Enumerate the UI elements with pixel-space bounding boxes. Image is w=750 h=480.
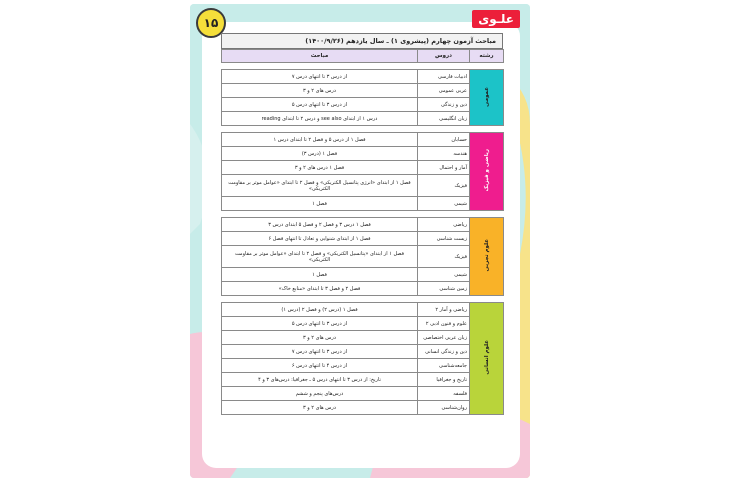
subject-cell: علوم و فنون ادبی ۲ [418, 317, 470, 331]
subject-cell: جامعه‌شناسی [418, 359, 470, 373]
group-spacer-row [222, 126, 504, 133]
subject-cell: ادبیات فارسی [418, 70, 470, 84]
header-subject: دروس [418, 50, 470, 63]
subject-cell: زمین شناسی [418, 282, 470, 296]
subject-cell: شیمی [418, 197, 470, 211]
subject-cell: حسابان [418, 133, 470, 147]
subject-cell: زیست شناسی [418, 232, 470, 246]
brand-logo: علـوی [472, 10, 520, 28]
subject-cell: دین و زندگی [418, 98, 470, 112]
subject-cell: زبان انگلیسی [418, 112, 470, 126]
subject-cell: دین و زندگی انسانی [418, 345, 470, 359]
topics-cell: فصل ۱ از ابتدای «پتانسیل الکتریکی» و فصل ۲ تا ابتدای «عوامل موثر بر مقاومت الکتریکی» [222, 246, 418, 268]
table-row [222, 303, 504, 317]
field-cell [470, 70, 504, 126]
table-row [222, 98, 504, 112]
topics-cell: از درس ۳ تا انتهای درس ۷ [222, 345, 418, 359]
table-row [222, 232, 504, 246]
topics-cell: فصل ۱ از ابتدای «انرژی پتانسیل الکتریکی» و فصل ۲ تا ابتدای «عوامل موثر بر مقاومت الکتریکی» [222, 175, 418, 197]
table-row [222, 246, 504, 268]
topics-cell: فصل ۱ از درس ۵ و فصل ۲ تا ابتدای درس ۱ [222, 133, 418, 147]
field-label: ریاضی و فیزیک [483, 149, 490, 192]
subject-cell: هندسه [418, 147, 470, 161]
table-row [222, 401, 504, 415]
subject-cell: شیمی [418, 268, 470, 282]
subject-cell: فلسفه [418, 387, 470, 401]
topics-cell: تاریخ: از درس ۳ تا انتهای درس ۵ ـ جغرافیا: درس‌های ۳ و ۴ [222, 373, 418, 387]
table-row [222, 268, 504, 282]
header-topics: مباحث [222, 50, 418, 63]
field-label: علوم انسانی [483, 340, 490, 375]
header-field: رشته [470, 50, 504, 63]
topics-cell: از درس ۳ تا انتهای درس ۵ [222, 98, 418, 112]
table-row [222, 84, 504, 98]
subject-cell: فیزیک [418, 175, 470, 197]
table-row [222, 161, 504, 175]
table-row [222, 345, 504, 359]
topics-cell: فصل ۱ (درس ۲) و فصل ۲ (درس ۱) [222, 303, 418, 317]
topics-cell: از درس ۳ تا انتهای درس ۵ [222, 317, 418, 331]
exam-topics-table [221, 49, 504, 415]
topics-cell: درس ۱ از ابتدای see also و درس ۲ تا ابتدای reading [222, 112, 418, 126]
topics-cell: درس های ۲ و ۳ [222, 84, 418, 98]
subject-cell: فیزیک [418, 246, 470, 268]
table-row [222, 331, 504, 345]
topics-cell: فصل ۱ [222, 197, 418, 211]
field-label: علوم تجربی [483, 239, 490, 272]
table-row [222, 387, 504, 401]
field-cell [470, 218, 504, 296]
subject-cell: عربی عمومی [418, 84, 470, 98]
table-header-row [222, 50, 504, 63]
group-spacer-cell [222, 63, 504, 70]
table-row [222, 373, 504, 387]
group-spacer-row [222, 296, 504, 303]
subject-cell: زبان عربی اختصاصی [418, 331, 470, 345]
workbook-page [190, 4, 530, 478]
field-label: عمومی [483, 86, 490, 107]
table-row [222, 197, 504, 211]
page-number-badge: ۱۵ [196, 8, 226, 38]
exam-topics-table-wrapper [221, 33, 503, 415]
field-cell [470, 133, 504, 211]
topics-cell: فصل ۱ از ابتدای شنوایی و تعادل تا انتهای فصل ۶ [222, 232, 418, 246]
topics-cell: درس های ۲ و ۳ [222, 331, 418, 345]
group-spacer-row [222, 211, 504, 218]
field-cell [470, 303, 504, 415]
table-row [222, 147, 504, 161]
topics-cell: فصل ۱ (درس ۳) [222, 147, 418, 161]
topics-cell: فصل ۲ و فصل ۳ تا ابتدای «منابع خاک» [222, 282, 418, 296]
topics-cell: فصل ۱ [222, 268, 418, 282]
topics-cell: فصل ۱ درس های ۲ و ۳ [222, 161, 418, 175]
subject-cell: روان‌شناسی [418, 401, 470, 415]
table-row [222, 175, 504, 197]
topics-cell: درس های ۲ و ۳ [222, 401, 418, 415]
table-row [222, 112, 504, 126]
table-row [222, 282, 504, 296]
group-spacer-row [222, 63, 504, 70]
table-row [222, 70, 504, 84]
table-row [222, 218, 504, 232]
table-row [222, 359, 504, 373]
group-spacer-cell [222, 126, 504, 133]
table-title: مباحث آزمون چهارم (پیشروی ۱) ـ سال یازدهم (۱۴۰۰/۹/۲۶) [221, 33, 503, 49]
topics-cell: از درس ۳ تا انتهای درس ۷ [222, 70, 418, 84]
topics-cell: فصل ۱ درس ۳ و فصل ۲ و فصل ۵ ابتدای درس ۳ [222, 218, 418, 232]
topics-cell: از درس ۴ تا انتهای درس ۶ [222, 359, 418, 373]
group-spacer-cell [222, 296, 504, 303]
table-row [222, 133, 504, 147]
group-spacer-cell [222, 211, 504, 218]
table-row [222, 317, 504, 331]
subject-cell: ریاضی [418, 218, 470, 232]
table-body [222, 63, 504, 415]
subject-cell: آمار و احتمال [418, 161, 470, 175]
topics-cell: درس‌های پنجم و ششم [222, 387, 418, 401]
subject-cell: تاریخ و جغرافیا [418, 373, 470, 387]
subject-cell: ریاضی و آمار ۲ [418, 303, 470, 317]
